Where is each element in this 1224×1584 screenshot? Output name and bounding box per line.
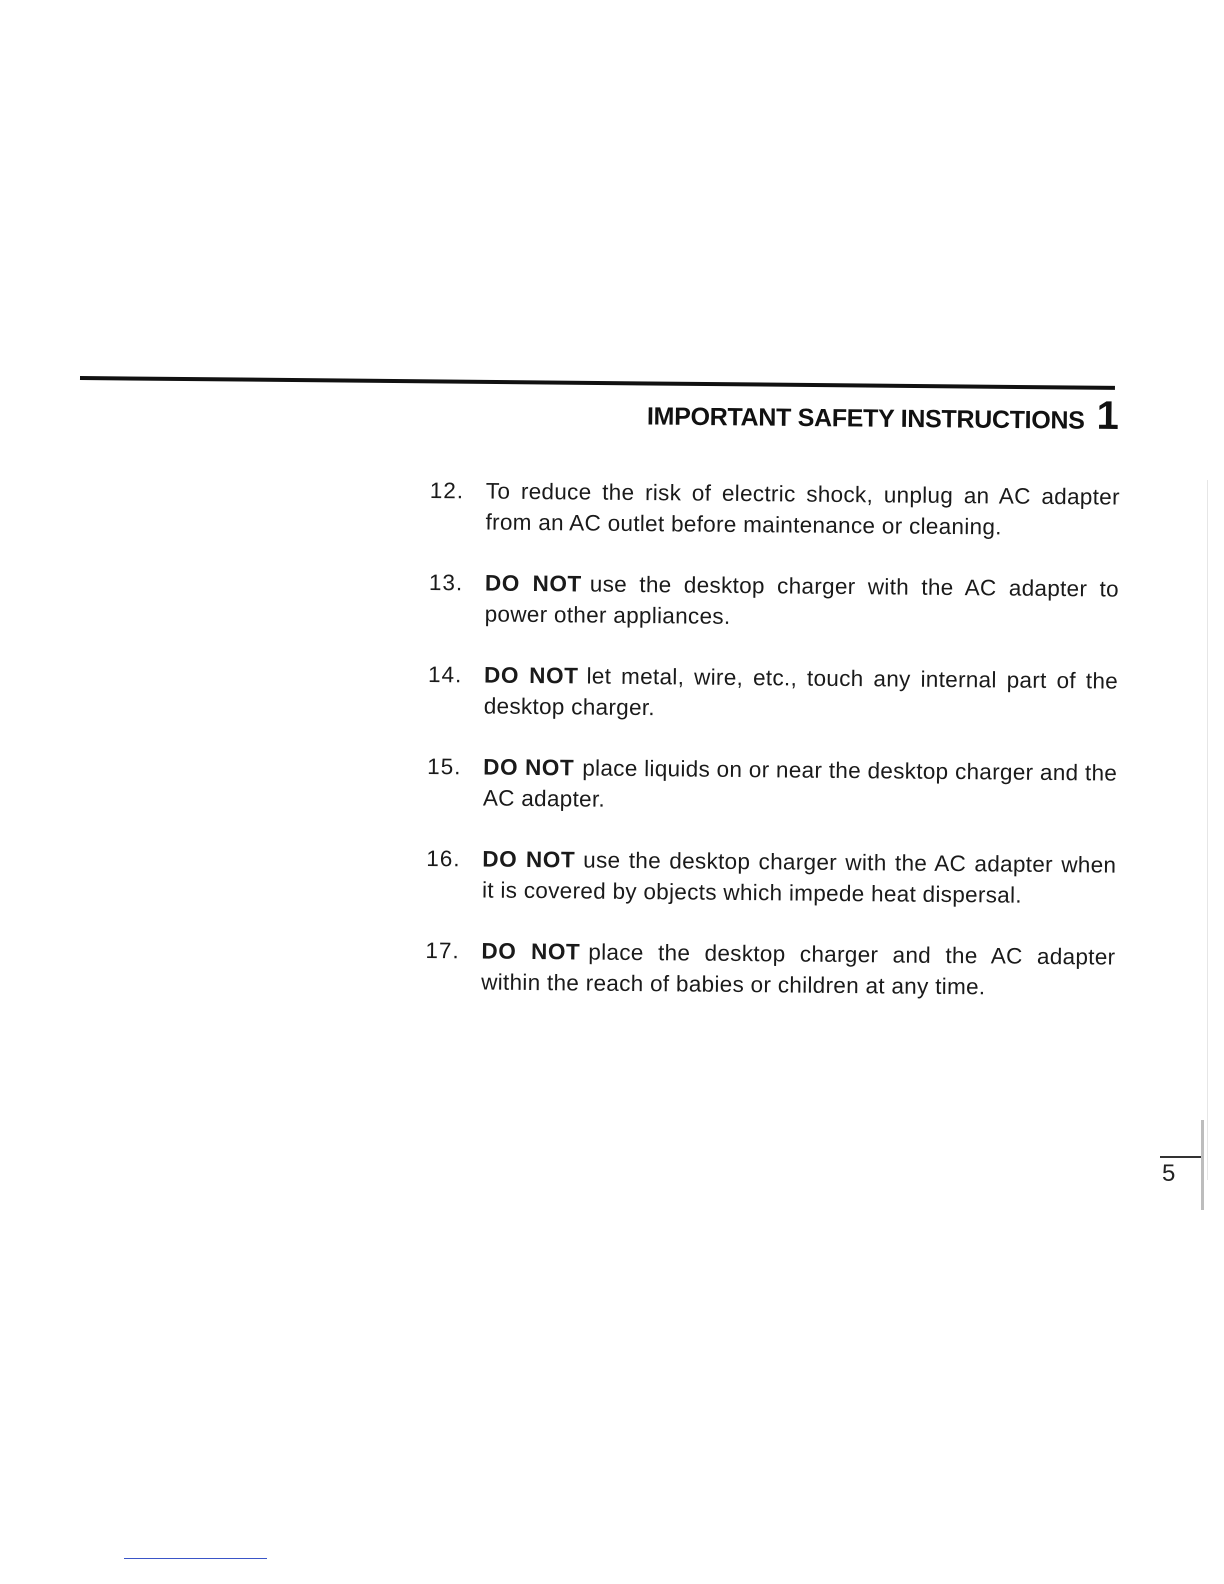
instruction-warning-lead: DO NOT [481,938,581,965]
instruction-item [429,475,1120,544]
page-number-rule [1160,1156,1202,1158]
instruction-number: 17. [425,937,460,964]
instruction-warning-lead: DO NOT [482,846,576,873]
instruction-text: place the desktop charger and the AC adapter within the reach of babies or children at any time. [481,939,1116,1000]
instruction-item [428,659,1119,728]
instruction-number: 16. [426,845,461,872]
scan-edge-line [1207,480,1208,1180]
instruction-text: let metal, wire, etc., touch any internal part of the desktop charger. [483,663,1119,721]
instruction-item [425,935,1116,1004]
instruction-item [427,751,1118,820]
instruction-text-block [483,752,1118,820]
scan-edge-mark [1201,1120,1204,1210]
section-title: IMPORTANT SAFETY INSTRUCTIONS [646,402,1085,435]
instruction-text-block [484,660,1119,728]
instruction-text: use the desktop charger with the AC adapter when it is covered by objects which impede heat dispersal. [481,847,1117,908]
chapter-number: 1 [1096,393,1120,438]
section-header [647,391,1119,436]
instruction-text-block [482,844,1117,912]
instruction-list [425,475,1120,1034]
instruction-warning-lead: DO NOT [483,662,579,689]
instruction-number: 12. [429,477,465,504]
instruction-item [426,843,1117,912]
instruction-text-block [485,568,1120,636]
instruction-text: use the desktop charger with the AC adapter to power other appliances. [484,571,1120,629]
page-number: 5 [1162,1160,1176,1187]
bottom-underline-mark [124,1558,267,1559]
instruction-item [429,567,1120,636]
header-rule [80,376,1115,390]
instruction-number: 14. [427,661,463,688]
instruction-warning-lead: DO NOT [483,754,575,781]
instruction-warning-lead: DO NOT [484,570,582,597]
instruction-text: place liquids on or near the desktop charger and the AC adapter. [482,755,1118,812]
instruction-text-block [485,476,1120,544]
instruction-number: 13. [428,569,464,596]
instruction-text: To reduce the risk of electric shock, unplug an AC adapter from an AC outlet before maintenance or cleaning. [485,478,1120,540]
instruction-number: 15. [427,753,462,780]
instruction-text-block [481,936,1116,1004]
